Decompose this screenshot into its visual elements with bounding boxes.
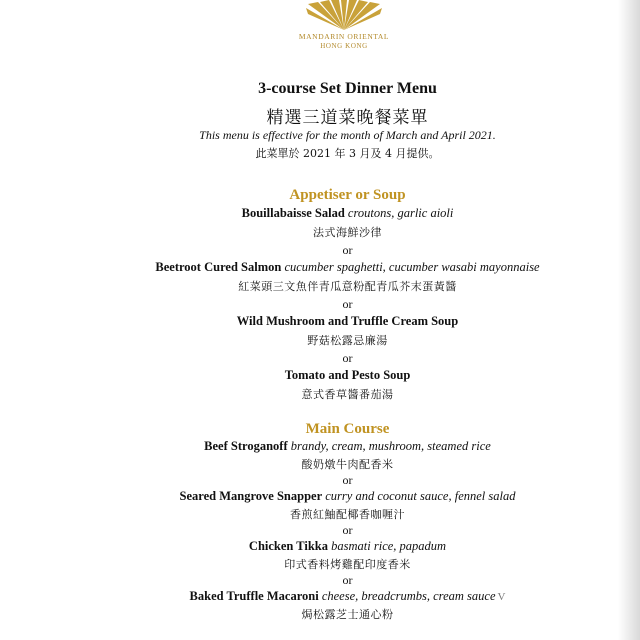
or-separator: or: [342, 297, 353, 311]
or-separator: or: [342, 573, 353, 587]
or-separator: or: [342, 523, 353, 537]
dish-line: [0, 439, 640, 454]
validity-note-zh: 此菜單於 2021 年 3 月及 4 月提供。: [255, 147, 440, 160]
section-heading-appetiser: Appetiser or Soup: [289, 187, 406, 203]
validity-note: This menu is effective for the month of March and April 2021.: [199, 128, 496, 142]
dish-description: cucumber spaghetti, cucumber wasabi mayonnaise: [284, 260, 540, 274]
dish-name: Tomato and Pesto Soup: [284, 368, 411, 382]
dish-line: [0, 314, 640, 329]
page-edge-shadow: [618, 0, 640, 640]
dish-name: Beef Stroganoff: [204, 439, 288, 453]
dish-name: Seared Mangrove Snapper: [179, 489, 323, 503]
dish-description: croutons, garlic aioli: [347, 206, 454, 220]
or-separator: or: [342, 351, 353, 365]
dish-description: cheese, breadcrumbs, cream sauce: [321, 589, 496, 603]
dish-description: curry and coconut sauce, fennel salad: [325, 489, 516, 503]
dish-name: Bouillabaisse Salad: [241, 206, 345, 220]
dish-name-zh: 焗松露芝士通心粉: [301, 608, 394, 621]
vegetarian-mark: V: [497, 591, 506, 603]
dish-name: Chicken Tikka: [248, 539, 329, 553]
dish-name-zh: 印式香料烤雞配印度香米: [284, 558, 411, 571]
or-separator: or: [342, 243, 353, 257]
dish-name: Beetroot Cured Salmon: [155, 260, 282, 274]
dish-description: brandy, cream, mushroom, steamed rice: [290, 439, 491, 453]
brand-name: MANDARIN ORIENTAL: [298, 32, 390, 41]
dish-line: [0, 589, 640, 604]
brand-city: HONG KONG: [320, 42, 368, 50]
dish-name: Baked Truffle Macaroni: [189, 589, 319, 603]
dish-description: basmati rice, papadum: [331, 539, 447, 553]
dish-name-zh: 紅菜頭三文魚伴青瓜意粉配青瓜芥末蛋黃醬: [238, 280, 457, 293]
menu-title-zh: 精選三道菜晚餐菜單: [266, 108, 429, 128]
dish-line: [0, 539, 640, 554]
dish-name-zh: 香煎紅鮋配椰香咖喱汁: [290, 508, 405, 521]
dish-name-zh: 酸奶燉牛肉配香米: [301, 458, 394, 471]
dish-line: [0, 260, 640, 275]
or-separator: or: [342, 473, 353, 487]
section-heading-main: Main Course: [305, 421, 390, 437]
dish-name-zh: 意式香草醬番茄湯: [301, 388, 394, 401]
dish-name-zh: 法式海鮮沙律: [313, 226, 382, 239]
dish-name-zh: 野菇松露忌廉湯: [307, 334, 388, 347]
menu-title: 3-course Set Dinner Menu: [258, 80, 437, 97]
dish-line: [0, 489, 640, 504]
dish-line: [0, 368, 640, 383]
dish-line: [0, 206, 640, 221]
dish-name: Wild Mushroom and Truffle Cream Soup: [236, 314, 459, 328]
